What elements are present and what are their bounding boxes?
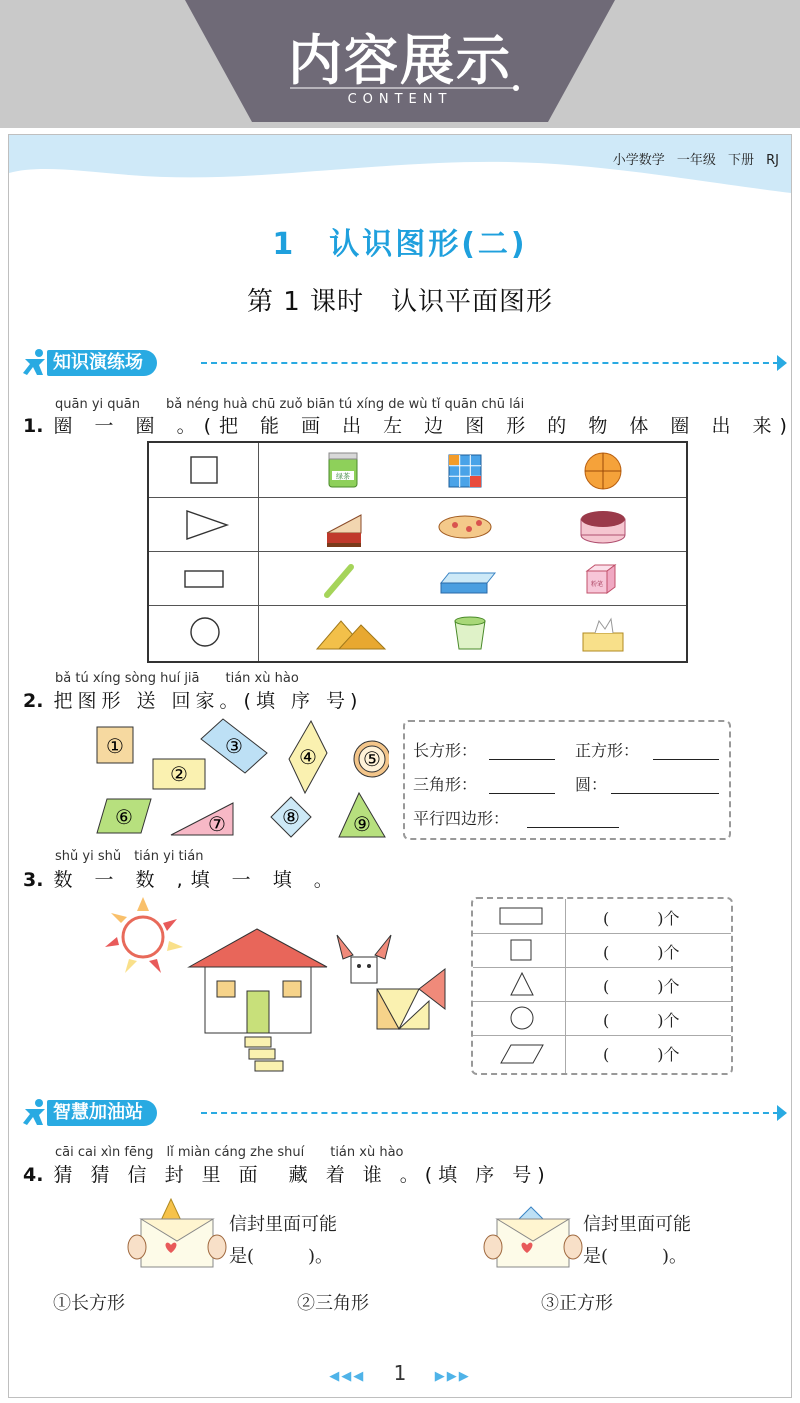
count-answer[interactable]: ( )个 bbox=[603, 977, 680, 996]
section-header-practice bbox=[21, 347, 791, 379]
svg-text:⑤: ⑤ bbox=[363, 747, 381, 771]
dog-icon bbox=[337, 935, 445, 1029]
circle-label: 圆： bbox=[575, 775, 608, 794]
parallelogram-icon bbox=[499, 1043, 545, 1065]
count-row-parallelogram bbox=[473, 1035, 731, 1069]
square-shape bbox=[191, 457, 217, 483]
cake-slice-icon bbox=[327, 515, 361, 547]
count-answer[interactable]: ( )个 bbox=[603, 1011, 680, 1030]
unit-title: 1 认识图形(二) bbox=[272, 227, 528, 262]
svg-text:④: ④ bbox=[299, 745, 317, 769]
section-label: 智慧加油站 bbox=[47, 1100, 157, 1126]
pencil-icon bbox=[327, 567, 351, 595]
q1-pinyin: quān yi quān bǎ néng huà chū zuǒ biān tú xíng de wù tǐ quān chū lái bbox=[55, 397, 525, 412]
q1-number: 1. bbox=[23, 415, 44, 437]
banner-title: 内容展示 bbox=[288, 29, 512, 92]
parallelogram-answer[interactable] bbox=[527, 827, 619, 828]
option-square: ③正方形 bbox=[541, 1293, 613, 1314]
q3-pinyin: shǔ yi shǔ tián yi tián bbox=[55, 849, 204, 864]
count-answer[interactable]: ( )个 bbox=[603, 1045, 680, 1064]
basketball-icon bbox=[585, 453, 621, 489]
svg-text:⑨: ⑨ bbox=[353, 812, 371, 836]
shape-2-rectangle bbox=[153, 759, 205, 789]
circle-answer[interactable] bbox=[611, 793, 719, 794]
pager-right-icon: ▶▶▶ bbox=[434, 1369, 471, 1384]
svg-text:⑦: ⑦ bbox=[208, 812, 226, 836]
triangle-icon bbox=[509, 971, 535, 997]
count-row-triangle bbox=[473, 967, 731, 1002]
q2-answer-box bbox=[403, 720, 731, 840]
bucket-icon bbox=[455, 617, 485, 649]
shape-3-rectangle bbox=[201, 719, 267, 773]
rect-answer[interactable] bbox=[489, 759, 555, 760]
rubiks-cube-icon bbox=[449, 455, 481, 487]
shape-6-parallelogram bbox=[97, 799, 151, 833]
q1-table bbox=[147, 441, 688, 663]
triangle-shape bbox=[187, 511, 227, 539]
envelope-triangle-icon bbox=[127, 1197, 227, 1277]
q2-prompt: 把图形 送 回家。(填 序 号) bbox=[53, 690, 363, 712]
svg-text:⑧: ⑧ bbox=[282, 805, 300, 829]
option-rectangle: ①长方形 bbox=[53, 1293, 125, 1314]
tea-can-icon bbox=[329, 453, 357, 487]
q4-prompt: 猜 猜 信 封 里 面 藏 着 谁 。(填 序 号) bbox=[53, 1164, 551, 1186]
q3-text bbox=[23, 865, 341, 892]
round-cake-icon bbox=[581, 511, 625, 543]
count-answer[interactable]: ( )个 bbox=[603, 909, 680, 928]
envelope-1-line2[interactable]: 是( )。 bbox=[229, 1246, 334, 1267]
sun-icon bbox=[105, 897, 183, 973]
count-row-square bbox=[473, 933, 731, 968]
section-divider bbox=[201, 1112, 779, 1114]
banner-subtitle: CONTENT bbox=[347, 92, 453, 107]
q4-text bbox=[23, 1160, 551, 1187]
envelope-2-line1: 信封里面可能 bbox=[583, 1214, 691, 1235]
triangle-label: 三角形： bbox=[413, 775, 478, 794]
q2-text bbox=[23, 686, 362, 713]
tea-can-label: 绿茶 bbox=[336, 472, 350, 481]
q1-prompt: 圈 一 圈 。(把 能 画 出 左 边 图 形 的 物 体 圈 出 来) bbox=[53, 415, 795, 437]
option-triangle: ②三角形 bbox=[297, 1293, 369, 1314]
circle-icon bbox=[509, 1005, 535, 1031]
arrow-right-icon bbox=[777, 355, 787, 371]
house-icon bbox=[189, 929, 327, 1071]
pyramids-icon bbox=[317, 621, 385, 649]
shape-1-square bbox=[97, 727, 133, 763]
q3-number: 3. bbox=[23, 869, 44, 891]
pizza-icon bbox=[439, 516, 491, 538]
pager-left-icon: ◀◀◀ bbox=[329, 1369, 366, 1384]
page-number: 1 bbox=[393, 1361, 407, 1385]
header-meta: 小学数学 一年级 下册 RJ bbox=[612, 153, 779, 168]
tissue-box-2-icon bbox=[583, 619, 623, 651]
circle-shape bbox=[191, 618, 219, 646]
q3-count-table bbox=[471, 897, 733, 1075]
parallelogram-label: 平行四边形： bbox=[413, 809, 510, 828]
count-answer[interactable]: ( )个 bbox=[603, 943, 680, 962]
shape-8-square-rotated bbox=[271, 797, 311, 837]
tissue-box-icon bbox=[441, 573, 495, 593]
envelope-2-line2[interactable]: 是( )。 bbox=[583, 1246, 688, 1267]
header-wave bbox=[9, 135, 791, 205]
count-row-rectangle bbox=[473, 899, 731, 934]
chalk-box-label: 粉笔 bbox=[590, 581, 604, 588]
section-label: 知识演练场 bbox=[47, 350, 157, 376]
svg-text:①: ① bbox=[106, 734, 124, 758]
q2-number: 2. bbox=[23, 690, 44, 712]
pager bbox=[9, 1361, 791, 1385]
shape-4-rhombus bbox=[289, 721, 327, 793]
envelope-1-line1: 信封里面可能 bbox=[229, 1214, 337, 1235]
svg-text:③: ③ bbox=[225, 734, 243, 758]
square-answer[interactable] bbox=[653, 759, 719, 760]
q2-pinyin: bǎ tú xíng sòng huí jiā tián xù hào bbox=[55, 671, 299, 686]
square-label: 正方形： bbox=[575, 741, 640, 760]
square-icon bbox=[510, 939, 532, 961]
triangle-answer[interactable] bbox=[489, 793, 555, 794]
q4-pinyin: cāi cai xìn fēng lǐ miàn cáng zhe shuí tián xù hào bbox=[55, 1145, 404, 1160]
q3-prompt: 数 一 数 ,填 一 填 。 bbox=[53, 869, 341, 891]
lesson-title: 第 1 课时 认识平面图形 bbox=[246, 287, 554, 317]
chalk-box-icon bbox=[587, 565, 615, 593]
rectangle-icon bbox=[499, 907, 543, 927]
q3-picture bbox=[99, 893, 459, 1083]
worksheet-page bbox=[8, 134, 795, 1398]
svg-text:②: ② bbox=[170, 762, 188, 786]
q1-figures bbox=[149, 443, 686, 661]
svg-text:⑥: ⑥ bbox=[115, 805, 133, 829]
shape-7-triangle bbox=[171, 803, 233, 836]
section-divider bbox=[201, 362, 779, 364]
banner bbox=[0, 0, 800, 128]
q2-shapes bbox=[89, 715, 389, 845]
envelope-square-icon bbox=[483, 1197, 583, 1277]
q1-text bbox=[23, 411, 795, 438]
q4-number: 4. bbox=[23, 1164, 44, 1186]
rectangle-shape bbox=[185, 571, 223, 587]
count-row-circle bbox=[473, 1001, 731, 1036]
shape-9-triangle bbox=[339, 793, 385, 837]
rect-label: 长方形： bbox=[413, 741, 478, 760]
arrow-right-icon bbox=[777, 1105, 787, 1121]
section-header-challenge bbox=[21, 1097, 791, 1129]
shape-5-circle bbox=[354, 741, 389, 777]
